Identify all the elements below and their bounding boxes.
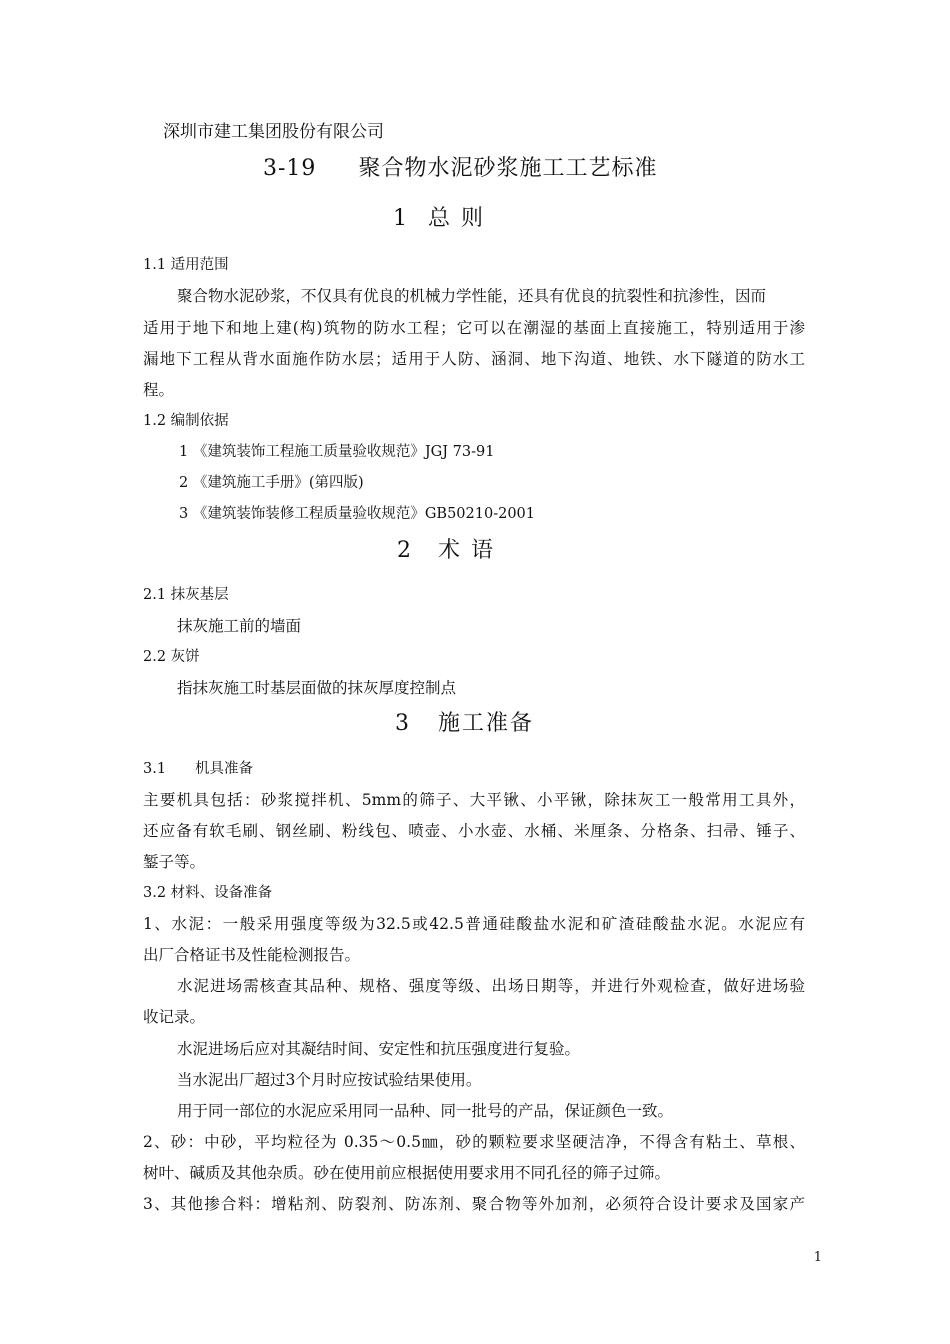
para-1-1-line-3: 漏地下工程从背水面施作防水层；适用于人防、涵洞、地下沟道、地铁、水下隧道的防水工 <box>143 350 805 368</box>
section-3-number: 3 <box>395 711 411 736</box>
section-3-heading <box>395 706 534 737</box>
para-3-2-line: 2、砂：中砂，平均粒径为 0.35～0.5㎜，砂的颗粒要求坚硬洁净，不得含有粘土、草根、 <box>143 1133 805 1151</box>
document-number: 3-19 <box>263 156 317 181</box>
para-3-2-line: 出厂合格证书及性能检测报告。 <box>143 946 361 964</box>
section-3-title: 施工准备 <box>438 711 535 736</box>
subsection-3-1-title: 3.1 机具准备 <box>143 761 254 777</box>
para-3-2-line: 水泥进场需核查其品种、规格、强度等级、出场日期等，并进行外观检查，做好进场验 <box>177 977 805 995</box>
para-1-1-line-2: 适用于地下和地上建(构)筑物的防水工程；它可以在潮湿的基面上直接施工，特别适用于渗 <box>143 319 805 337</box>
page-number: 1 <box>813 1250 822 1265</box>
para-1-1-line-1: 聚合物水泥砂浆，不仅具有优良的机械力学性能，还具有优良的抗裂性和抗渗性，因而 <box>177 287 767 305</box>
section-2-number: 2 <box>397 538 413 563</box>
para-3-2-line: 3、其他掺合料：增粘剂、防裂剂、防冻剂、聚合物等外加剂，必须符合设计要求及国家产 <box>143 1195 805 1213</box>
subsection-1-1-title: 1.1 适用范围 <box>143 257 229 273</box>
para-3-1-line-2: 还应备有软毛刷、钢丝刷、粉线包、喷壶、小水壶、水桶、米厘条、分格条、扫帚、锤子、 <box>143 822 805 840</box>
document-title-text: 聚合物水泥砂浆施工工艺标准 <box>358 156 658 181</box>
para-3-1-line-1: 主要机具包括：砂浆搅拌机、5mm的筛子、大平锹、小平锹，除抹灰工一般常用工具外， <box>143 791 805 809</box>
company-name: 深圳市建工集团股份有限公司 <box>163 122 384 142</box>
subsection-3-2-title: 3.2 材料、设备准备 <box>143 885 273 901</box>
section-1-number: 1 <box>393 206 409 231</box>
para-3-1-line-3: 錾子等。 <box>143 853 206 871</box>
section-2-title: 术 语 <box>438 538 495 563</box>
section-1-title: 总 则 <box>428 206 485 231</box>
para-3-2-line: 收记录。 <box>143 1008 206 1026</box>
reference-item: 3 《建筑装饰装修工程质量验收规范》GB50210-2001 <box>179 506 535 522</box>
document-title <box>263 151 657 182</box>
subsection-2-1-text: 抹灰施工前的墙面 <box>177 617 302 635</box>
para-1-1-line-4: 程。 <box>143 381 175 399</box>
section-2-heading <box>397 533 495 564</box>
subsection-2-2-title: 2.2 灰饼 <box>143 649 200 665</box>
subsection-2-1-title: 2.1 抹灰基层 <box>143 587 229 603</box>
para-3-2-line: 水泥进场后应对其凝结时间、安定性和抗压强度进行复验。 <box>177 1040 581 1058</box>
para-3-2-line: 树叶、碱质及其他杂质。砂在使用前应根据使用要求用不同孔径的筛子过筛。 <box>143 1164 671 1182</box>
para-3-2-line: 当水泥出厂超过3个月时应按试验结果使用。 <box>177 1071 482 1089</box>
subsection-1-2-title: 1.2 编制依据 <box>143 413 229 429</box>
reference-item: 2 《建筑施工手册》(第四版) <box>179 475 364 491</box>
section-1-heading <box>393 201 485 232</box>
reference-item: 1 《建筑装饰工程施工质量验收规范》JGJ 73-91 <box>179 444 495 460</box>
subsection-2-2-text: 指抹灰施工时基层面做的抹灰厚度控制点 <box>177 679 457 697</box>
para-3-2-line: 用于同一部位的水泥应采用同一品种、同一批号的产品，保证颜色一致。 <box>177 1102 674 1120</box>
para-3-2-line: 1、水泥：一般采用强度等级为32.5或42.5普通硅酸盐水泥和矿渣硅酸盐水泥。水泥应有 <box>143 915 805 933</box>
